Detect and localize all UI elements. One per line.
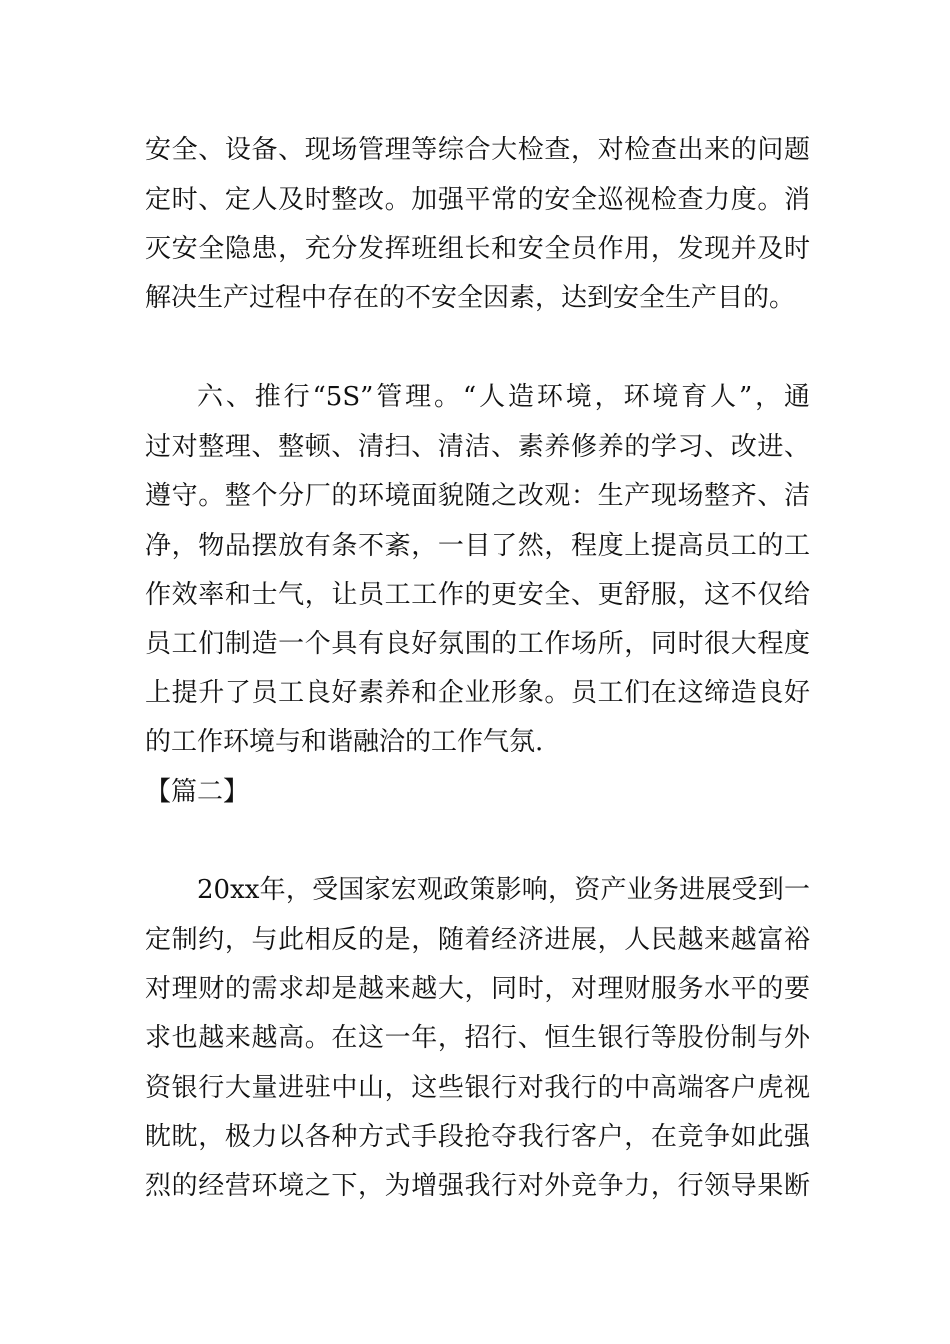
para2-line-7: 上提升了员工良好素养和企业形象。员工们在这缔造良好 [145, 678, 810, 708]
para2-line-2: 过对整理、整顿、清扫、清洁、素养修养的学习、改进、 [145, 432, 810, 462]
para2-line-3: 遵守。整个分厂的环境面貌随之改观：生产现场整齐、洁 [145, 481, 810, 511]
para3-line-2: 定制约，与此相反的是，随着经济进展，人民越来越富裕 [145, 925, 810, 955]
para1-line-2: 定时、定人及时整改。加强平常的安全巡视检查力度。消 [145, 185, 810, 215]
para2-line-1: 六、推行“5S”管理。“人造环境，环境育人”，通 [197, 382, 810, 412]
para1-line-4: 解决生产过程中存在的不安全因素，达到安全生产目的。 [145, 283, 796, 313]
para3-line-3: 对理财的需求却是越来越大，同时，对理财服务水平的要 [145, 974, 810, 1004]
para2-line-6: 员工们制造一个具有良好氛围的工作场所，同时很大程度 [145, 629, 810, 659]
para1-line-3: 灭安全隐患，充分发挥班组长和安全员作用，发现并及时 [145, 234, 810, 264]
para3-line-1: 20xx年，受国家宏观政策影响，资产业务进展受到一 [197, 875, 810, 905]
para1-line-1: 安全、设备、现场管理等综合大检查，对检查出来的问题 [145, 135, 810, 165]
para3-line-4: 求也越来越高。在这一年，招行、恒生银行等股份制与外 [145, 1023, 810, 1053]
para3-line-5: 资银行大量进驻中山，这些银行对我行的中高端客户虎视 [145, 1073, 810, 1103]
para2-line-4: 净，物品摆放有条不紊，一目了然，程度上提高员工的工 [145, 531, 810, 561]
para3-line-7: 烈的经营环境之下，为增强我行对外竞争力，行领导果断 [145, 1171, 810, 1201]
section-heading: 【篇二】 [145, 777, 250, 807]
para2-line-8: 的工作环境与和谐融洽的工作气氛. [145, 727, 544, 757]
para3-line-6: 眈眈，极力以各种方式手段抢夺我行客户，在竞争如此强 [145, 1122, 810, 1152]
para2-line-5: 作效率和士气，让员工工作的更安全、更舒服，这不仅给 [145, 580, 810, 610]
